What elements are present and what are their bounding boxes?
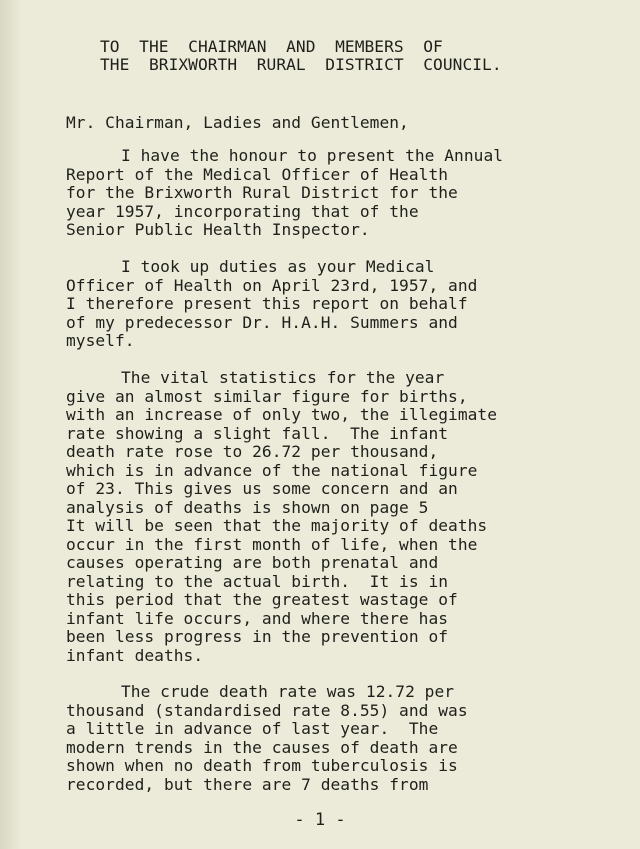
paragraph-line: for the Brixworth Rural District for the xyxy=(66,183,458,202)
paragraph-line: infant deaths. xyxy=(66,646,204,665)
paragraph-line: of 23. This gives us some concern and an xyxy=(66,479,458,498)
paragraph-line: causes operating are both prenatal and xyxy=(66,553,439,572)
paragraph-line: rate showing a slight fall. The infant xyxy=(66,424,449,443)
paragraph-line: of my predecessor Dr. H.A.H. Summers and xyxy=(66,313,458,332)
paragraph-line: analysis of deaths is shown on page 5 xyxy=(66,498,429,517)
paragraph-line: been less progress in the prevention of xyxy=(66,627,449,646)
salutation: Mr. Chairman, Ladies and Gentlemen, xyxy=(66,113,409,132)
paragraph-line: occur in the first month of life, when the xyxy=(66,535,478,554)
paragraph-line: relating to the actual birth. It is in xyxy=(66,572,449,591)
paragraph-first-line: The crude death rate was 12.72 per xyxy=(121,682,455,701)
address-line: THE BRIXWORTH RURAL DISTRICT COUNCIL. xyxy=(100,55,502,74)
paragraph-first-line: The vital statistics for the year xyxy=(121,368,445,387)
paragraph-line: It will be seen that the majority of deaths xyxy=(66,516,488,535)
paragraph-line: I therefore present this report on behalf xyxy=(66,294,468,313)
paragraph-line: give an almost similar figure for births, xyxy=(66,387,468,406)
paragraph-line: infant life occurs, and where there has xyxy=(66,609,449,628)
paragraph-line: recorded, but there are 7 deaths from xyxy=(66,775,429,794)
paragraph-line: Report of the Medical Officer of Health xyxy=(66,165,449,184)
paragraph-first-line: I took up duties as your Medical xyxy=(121,257,435,276)
address-line: TO THE CHAIRMAN AND MEMBERS OF xyxy=(100,37,443,56)
paragraph-line: with an increase of only two, the illegimate xyxy=(66,405,498,424)
paragraph-line: thousand (standardised rate 8.55) and was xyxy=(66,701,468,720)
paragraph-line: year 1957, incorporating that of the xyxy=(66,202,419,221)
paragraph-line: which is in advance of the national figure xyxy=(66,461,478,480)
paragraph-first-line: I have the honour to present the Annual xyxy=(121,146,504,165)
paragraph-line: this period that the greatest wastage of xyxy=(66,590,458,609)
page-number: - 1 - xyxy=(294,810,346,830)
paragraph-line: myself. xyxy=(66,331,135,350)
paragraph-line: Officer of Health on April 23rd, 1957, and xyxy=(66,276,478,295)
paragraph-line: a little in advance of last year. The xyxy=(66,719,439,738)
paragraph-line: Senior Public Health Inspector. xyxy=(66,220,370,239)
paragraph-line: modern trends in the causes of death are xyxy=(66,738,458,757)
page-binding-shadow xyxy=(0,0,22,849)
paragraph-line: shown when no death from tuberculosis is xyxy=(66,756,458,775)
paragraph-line: death rate rose to 26.72 per thousand, xyxy=(66,442,439,461)
